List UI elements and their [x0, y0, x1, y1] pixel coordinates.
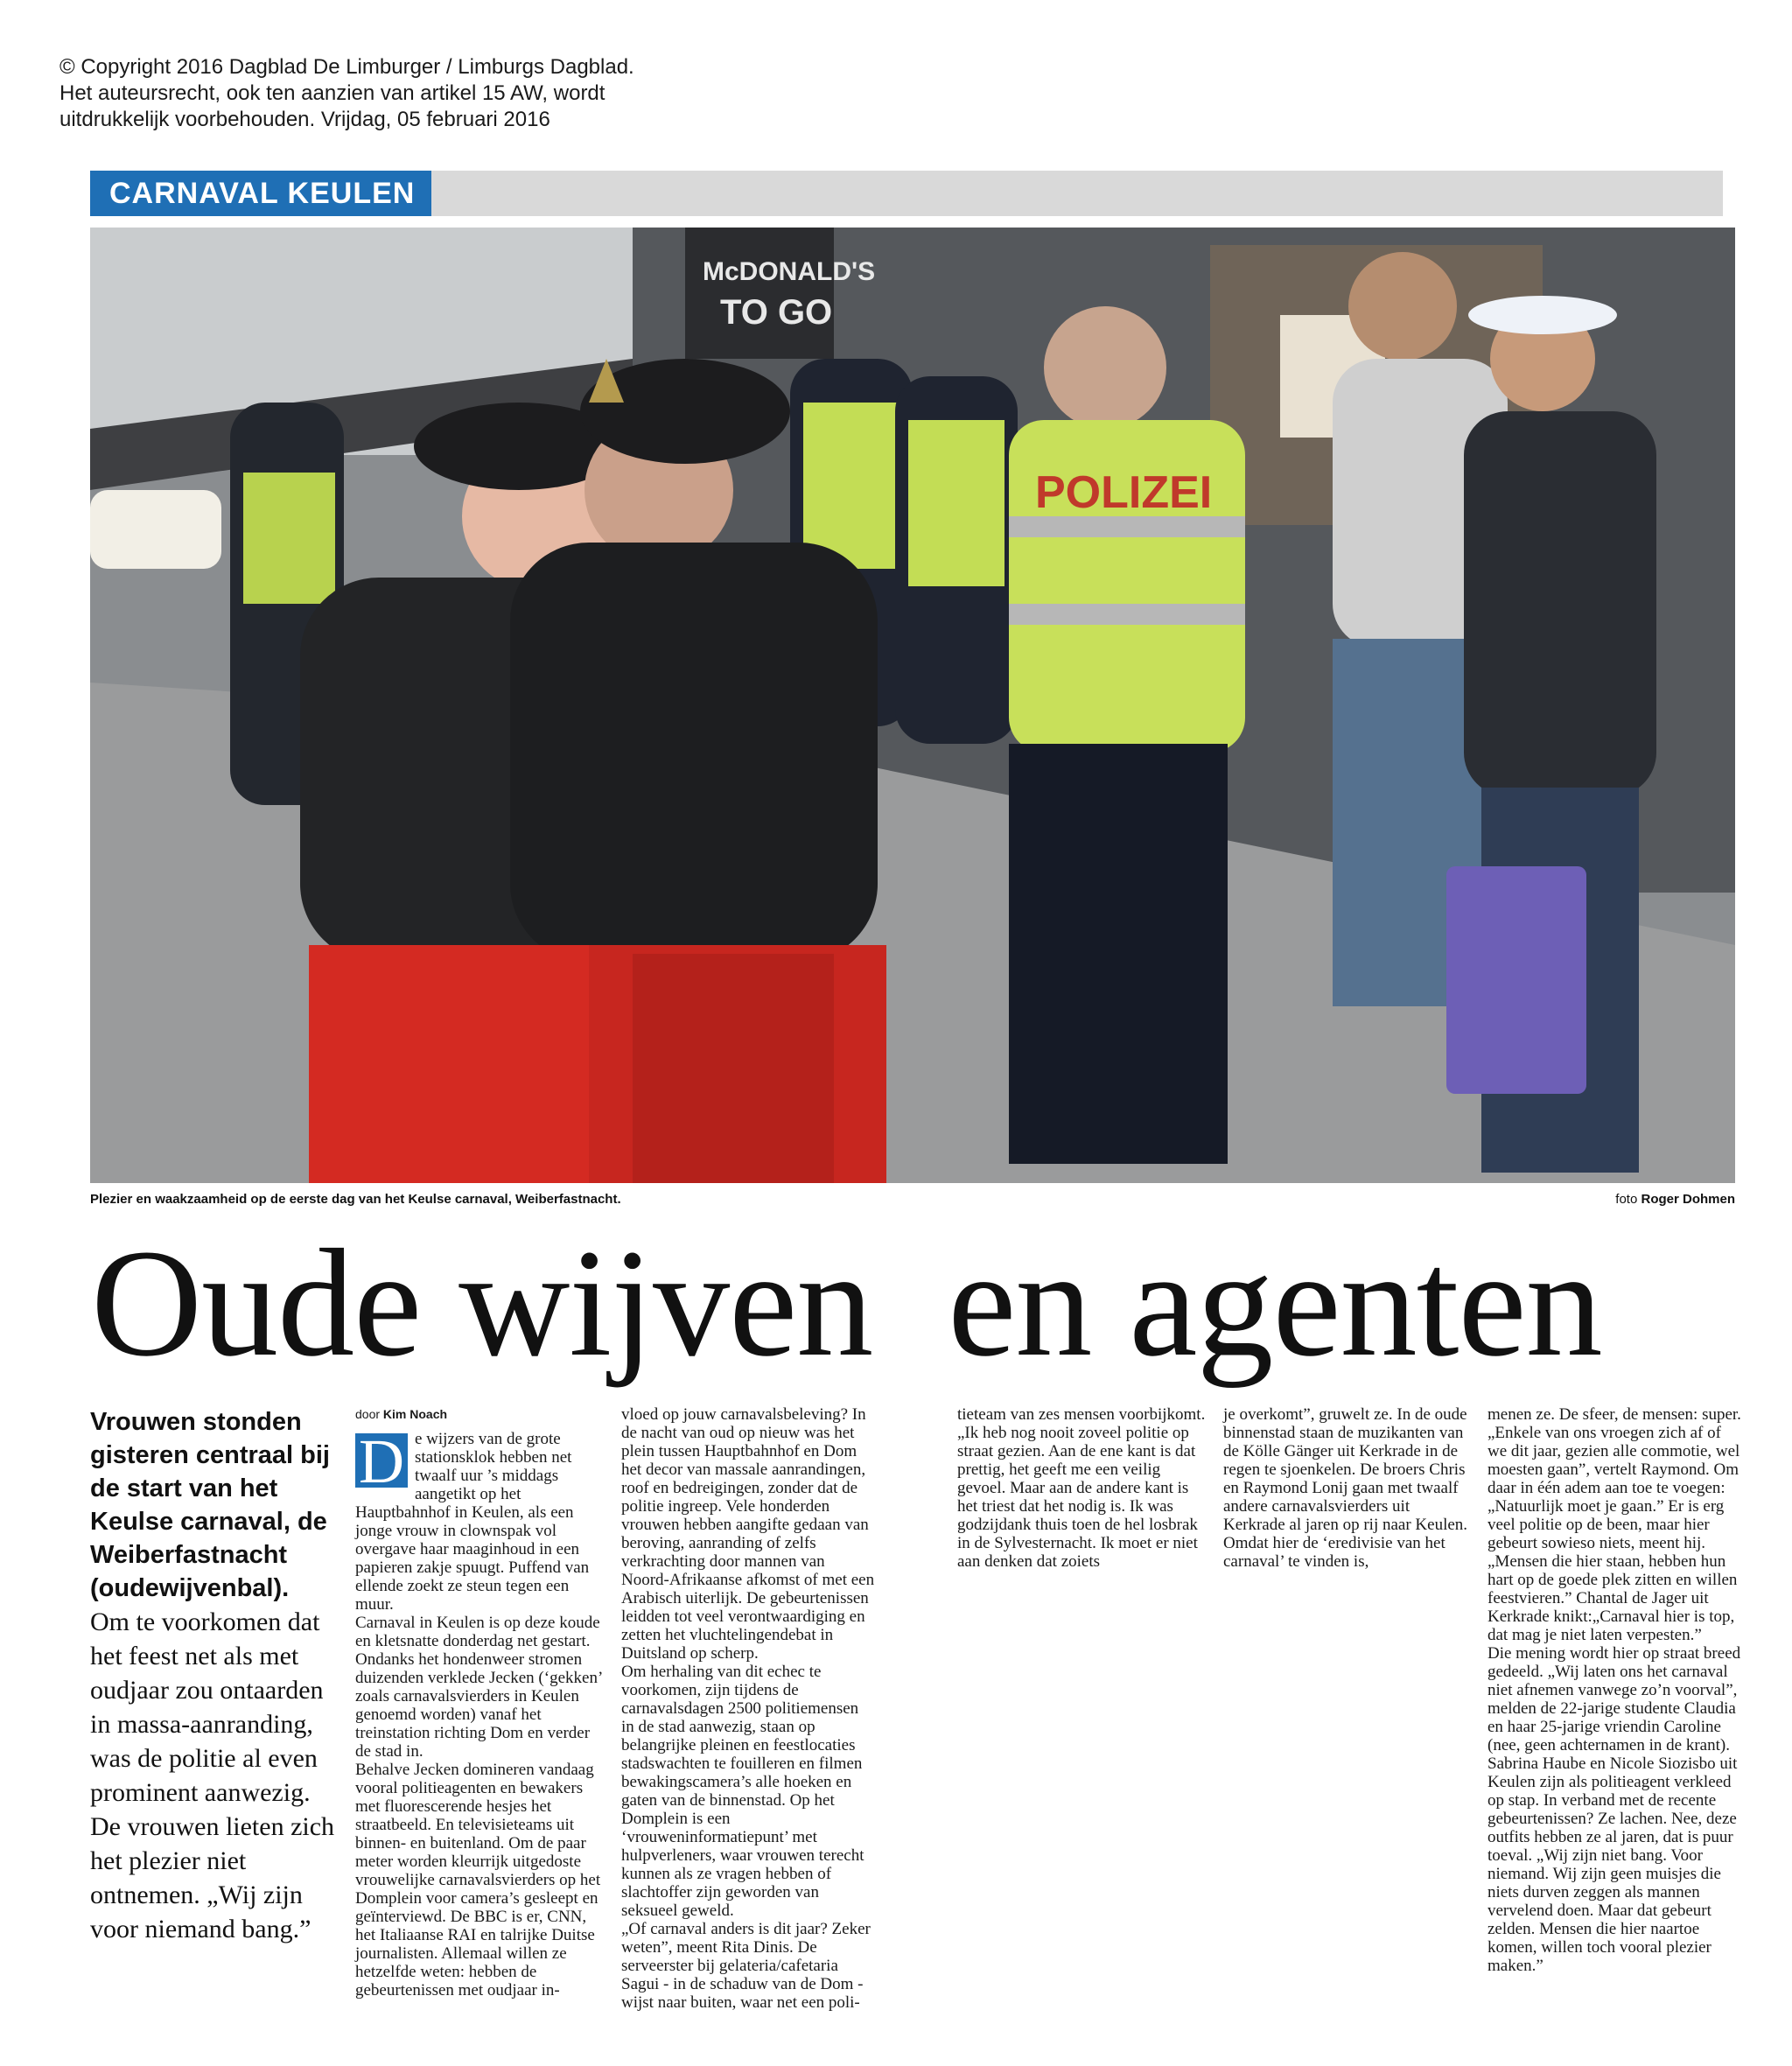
paragraph: vloed op jouw carnavalsbeleving? In de nacht van oud op nieuw was het plein tussen Hauptbahnhof en Dom het decor van massale aanrandingen, roof en bedreigingen, zonder dat de politie ingreep. Vele honderden vrouwen hebben aangifte gedaan van beroving, aanranding of zelfs verkrachting door mannen van Noord-Afrikaanse afkomst of met een Arabisch uiterlijk. De gebeurtenissen leidden tot veel verontwaardiging en zetten het vluchtelingendebat in Duitsland op scherp.	[621, 1405, 875, 1663]
sign-to-go: TO GO	[720, 293, 833, 332]
main-photo	[90, 228, 1735, 1183]
byline-prefix: door	[355, 1407, 383, 1421]
article-column-5	[1488, 1405, 1741, 1975]
headline: Oude wijven en agenten	[91, 1218, 1602, 1389]
copyright-line-1: © Copyright 2016 Dagblad De Limburger / Limburgs Dagblad.	[60, 55, 634, 79]
copyright-line-3: uitdrukkelijk voorbehouden. Vrijdag, 05 februari 2016	[60, 108, 550, 131]
paragraph: Carnaval in Keulen is op deze koude en kletsnatte donderdag net gestart. Ondanks het hondenweer stromen duizenden verklede Jecken (‘gekken’ zoals carnavalsvierders in Keulen genoemd worden) vanaf het treinstation richting Dom en verder de stad in.	[355, 1614, 602, 1761]
paragraph: Behalve Jecken domineren vandaag vooral politieagenten en bewakers met fluorescerende hesjes het straatbeeld. En televisieteams uit binnen- en buitenland. Om de paar meter worden kleurrijk uitgedoste vrouwelijke carnavalsvierders op het Domplein voor camera’s gesleept en geïnterviewd. De BBC is er, CNN, het Italiaanse RAI en talrijke Duitse journalisten. Allemaal willen ze hetzelfde weten: hebben de gebeurtenissen met oudjaar in-	[355, 1761, 601, 1999]
paragraph: Die mening wordt hier op straat breed gedeeld. „Wij laten ons het carnaval niet afnemen vanwege zo’n voorval”, melden de 22-jarige studente Claudia en haar 25-jarige vriendin Caroline (nee, geen achternamen in de krant).	[1488, 1644, 1741, 1754]
intro-text: Om te voorkomen dat het feest net als met oudjaar zou ontaarden in massa-aanranding, was de politie al even prominent aanwezig. De vrouwen lieten zich het plezier niet ontnemen. „Wij zijn voor niemand bang.”	[90, 1607, 335, 1943]
paragraph: e wijzers van de grote stationsklok hebben net twaalf uur ’s middags aangetikt op het Hauptbahnhof in Keulen, als een jonge vrouw in clownspak vol overgave haar maaginhoud in een papieren zakje spuugt. Puffend van ellende zoekt ze steun tegen een muur.	[355, 1430, 590, 1614]
section-label: CARNAVAL KEULEN	[90, 171, 431, 216]
paragraph: tieteam van zes mensen voorbijkomt. „Ik heb nog nooit zoveel politie op straat gezien. Aan de ene kant is dat prettig, het geeft me een veilig gevoel. Maar aan de andere kant is het triest dat het nodig is. Ik was godzijdank thuis toen de hel losbrak in de Sylvesternacht. Ik moet er niet aan denken dat zoiets	[957, 1405, 1206, 1571]
sign-mcdonalds: McDONALD'S	[703, 257, 876, 286]
paragraph: je overkomt”, gruwelt ze. In de oude binnenstad staan de muzikanten van de Kölle Gänger uit Kerkrade in de regen te sjoenkelen. De broers Chris en Raymond Lonij gaan met twaalf andere carnavalsvierders uit Kerkrade al jaren op rij naar Keulen. Omdat hier de ‘eredivisie van het carnaval’ te vinden is,	[1223, 1405, 1468, 1571]
intro-column	[90, 1405, 344, 1946]
paragraph: Om herhaling van dit echec te voorkomen, zijn tijdens de carnavalsdagen 2500 politiemensen in de stad aanwezig, staan op belangrijke pleinen en feestlocaties stadswachten te fouilleren en filmen bewakingscamera’s alle hoeken en gaten van de binnenstad. Op het Domplein is een ‘vrouweninformatiepunt’ met hulpverleners, waar vrouwen terecht kunnen als ze vragen hebben of slachtoffer zijn geworden van seksueel geweld.	[621, 1663, 864, 1920]
byline	[355, 1405, 609, 1423]
photo-credit	[1615, 1192, 1735, 1207]
photo-illustration	[90, 228, 1735, 1183]
byline-author: Kim Noach	[382, 1407, 448, 1421]
drop-cap: D	[355, 1433, 408, 1488]
article-column-4	[1223, 1405, 1475, 1571]
paragraph: menen ze. De sfeer, de mensen: super. „Enkele van ons vroegen zich af of we dit jaar, gezien alle commotie, wel moesten gaan”, vertelt Raymond. Om daar in één adem aan toe te voegen: „Natuurlijk moet je gaan.” Er is erg veel politie op de been, maar hier gebeurt sowieso niets, meent hij. „Mensen die hier staan, hebben hun hart op de goede plek zitten en willen feestvieren.” Chantal de Jager uit Kerkrade knikt:„Carnaval hier is top, dat mag je niet laten verpesten.”	[1488, 1405, 1741, 1644]
vest-text: POLIZEI	[1035, 467, 1213, 518]
article-column-3	[957, 1405, 1209, 1571]
intro-lead: Vrouwen stonden gisteren centraal bij de start van het Keulse carnaval, de Weiberfastnacht (oudewijvenbal).	[90, 1408, 330, 1602]
photo-caption: Plezier en waakzaamheid op de eerste dag van het Keulse carnaval, Weiberfastnacht.	[90, 1192, 621, 1207]
paragraph: „Of carnaval anders is dit jaar? Zeker weten”, meent Rita Dinis. De serveerster bij gelateria/cafetaria Sagui - in de schaduw van de Dom - wijst naar buiten, waar net een poli-	[621, 1920, 871, 2012]
photo-credit-prefix: foto	[1615, 1192, 1642, 1207]
photo-credit-name: Roger Dohmen	[1641, 1192, 1735, 1207]
copyright-line-2: Het auteursrecht, ook ten aanzien van artikel 15 AW, wordt	[60, 81, 606, 105]
paragraph: Sabrina Haube en Nicole Siozisbo uit Keulen zijn als politieagent verkleed op stap. In verband met de recente gebeurtenissen? Ze lachen. Nee, deze outfits hebben ze al jaren, dat is puur toeval. „Wij zijn niet bang. Voor niemand. Wij zijn geen muisjes die niets durven zeggen als mannen vervelend doen. Maar dat gebeurt zelden. Mensen die hier naartoe komen, willen toch vooral plezier maken.”	[1488, 1754, 1738, 1975]
article-column-1	[355, 1405, 609, 1999]
copyright-notice	[60, 54, 724, 133]
article-column-2	[621, 1405, 875, 2012]
